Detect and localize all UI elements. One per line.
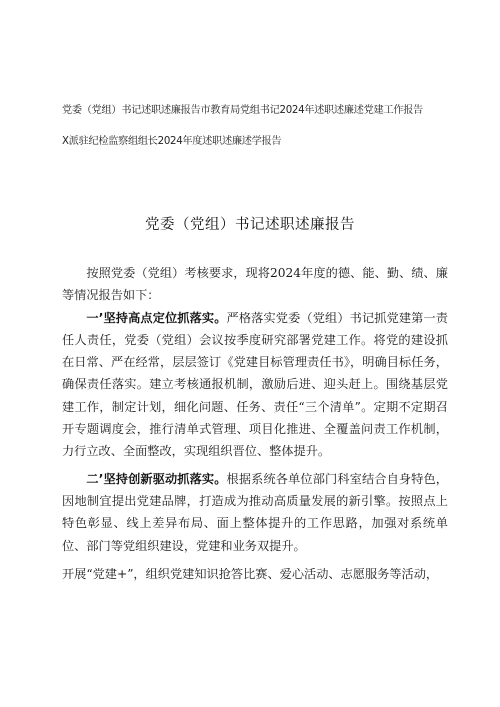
document-title: 党委（党组）书记述职述廉报告 xyxy=(145,217,355,233)
header-line-1: 党委（党组）书记述职述廉报告市教育局党组书记2024年述职述廉述党建工作报告 xyxy=(62,105,423,116)
closing-paragraph: 开展“党建+”，组织党建知识抢答比赛、爱心活动、志愿服务等活动， xyxy=(62,566,439,581)
document-body xyxy=(62,262,448,585)
header-line-2: X派驻纪检监察组组长2024年度述职述廉述学报告 xyxy=(62,136,282,147)
intro-paragraph: 按照党委（党组）考核要求，现将2024年度的德、能、勤、绩、廉等情况报告如下： xyxy=(62,266,448,303)
section-2-paragraph xyxy=(62,468,448,557)
section-1-text: 严格落实党委（党组）书记抓党建第一责任人责任，党委（党组）会议按季度研究部署党建工作。将党的建设抓在日常、严在经常，层层签订《党建目标管理责任书》，明确目标任务，确保责任落实。建立考核通报机制，激励后进、迎头赶上。围绕基层党建工作，制定计划，细化问题、任务、责任“三个清单”。定期不定期召开专题调度会，推行清单式管理、项目化推进、全覆盖问责工作机制，力行立改、全面整改，实现组织晋位、整体提升。 xyxy=(62,310,448,459)
section-1-heading: 一’坚持高点定位抓落实。 xyxy=(86,310,227,325)
section-2-heading: 二’坚持创新驱动抓落实。 xyxy=(86,471,227,486)
section-1-paragraph xyxy=(62,307,448,463)
section-2-text: 根据系统各单位部门科室结合自身特色，因地制宜提出党建品牌，打造成为推动高质量发展的新引擎。按照点上特色彰显、线上差异布局、面上整体提升的工作思路，加强对系统单位、部门等党组织建设，党建和业务双提升。 xyxy=(62,471,448,553)
